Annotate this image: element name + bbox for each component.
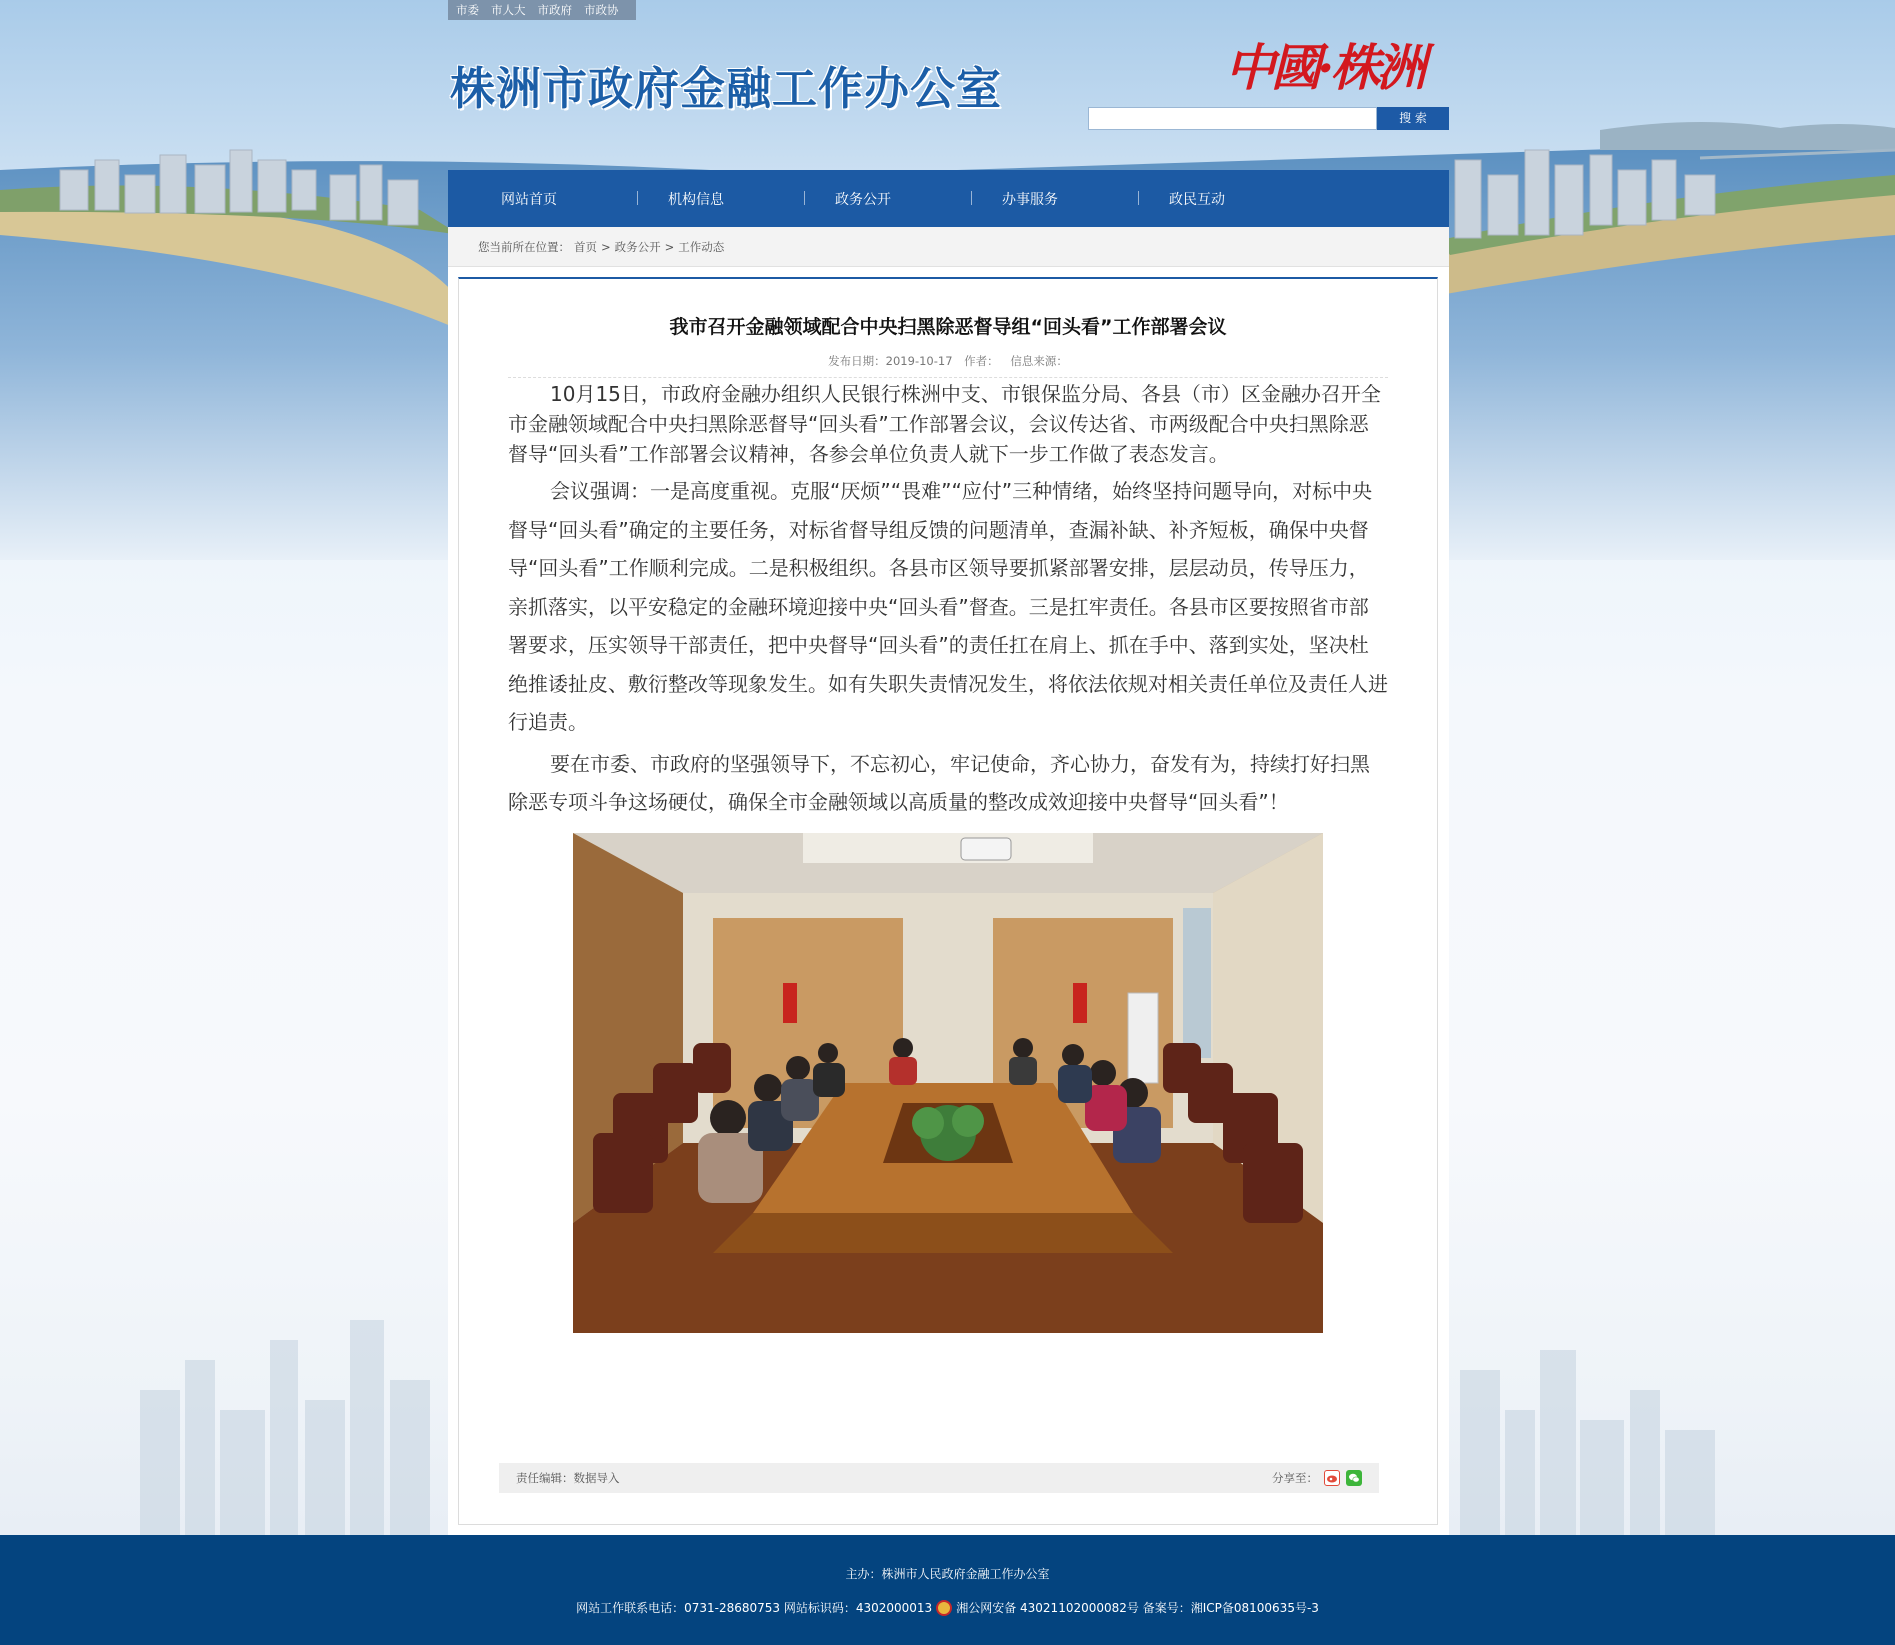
article-paragraph: 要在市委、市政府的坚强领导下，不忘初心，牢记使命，齐心协力，奋发有为，持续打好扫黑除恶专项斗争这场硬仗，确保全市金融领域以高质量的整改成效迎接中央督导“回头看”！	[508, 751, 1370, 814]
search-input[interactable]	[1088, 107, 1377, 130]
footer-police-record[interactable]: 湘公网安备 43021102000082号 备案号：湘ICP备08100635号-3	[956, 1601, 1319, 1615]
main-nav	[448, 170, 1449, 227]
breadcrumb-work-news[interactable]: 工作动态	[678, 239, 725, 254]
toplink-shizhengxie[interactable]: 市政协	[584, 3, 619, 17]
site-title[interactable]: 株洲市政府金融工作办公室	[450, 62, 1003, 115]
breadcrumb-home[interactable]: 首页	[574, 239, 597, 254]
toplink-shiwei[interactable]: 市委	[456, 3, 479, 17]
nav-home[interactable]: 网站首页	[471, 189, 638, 209]
article-title: 我市召开金融领域配合中央扫黑除恶督导组“回头看”工作部署会议	[669, 316, 1227, 338]
nav-interaction[interactable]: 政民互动	[1169, 191, 1225, 208]
article-panel	[458, 277, 1438, 1525]
article-paragraph: 10月15日，市政府金融办组织人民银行株洲中支、市银保监分局、各县（市）区金融办召开全市金融领域配合中央扫黑除恶督导“回头看”工作部署会议，会议传达省、市两级配合中央扫黑除恶督导“回头看”工作部署会议精神，各参会单位负责人就下一步工作做了表态发言。	[508, 382, 1381, 466]
date-label: 发布日期：2019-10-17	[828, 354, 953, 368]
nav-services[interactable]: 办事服务	[972, 189, 1139, 209]
source-label: 信息来源：	[1010, 354, 1068, 368]
author-label: 作者：	[964, 354, 999, 368]
wechat-share-icon[interactable]	[1346, 1470, 1362, 1486]
article-meta	[459, 353, 1437, 369]
footer-contact: 网站工作联系电话：0731-28680753 网站标识码：4302000013	[576, 1601, 933, 1615]
search-button[interactable]: 搜 索	[1377, 107, 1449, 130]
editor-label: 责任编辑：	[516, 1471, 574, 1485]
breadcrumb	[448, 227, 1449, 267]
meta-divider	[508, 377, 1388, 378]
police-badge-icon	[936, 1600, 952, 1616]
top-links-bar	[448, 0, 636, 20]
toplink-shirenda[interactable]: 市人大	[491, 3, 526, 17]
toplink-shizhengfu[interactable]: 市政府	[537, 3, 572, 17]
breadcrumb-gov-affairs[interactable]: 政务公开	[614, 239, 661, 254]
article-footer-bar	[499, 1463, 1379, 1493]
breadcrumb-prefix: 您当前所在位置：	[478, 239, 570, 254]
editor-name: 数据导入	[573, 1471, 620, 1485]
nav-organization[interactable]: 机构信息	[638, 189, 805, 209]
site-footer	[0, 1535, 1895, 1645]
article-body	[508, 379, 1388, 822]
footer-info	[0, 1599, 1895, 1616]
share-area	[1272, 1470, 1362, 1486]
weibo-share-icon[interactable]	[1324, 1470, 1340, 1486]
meeting-photo	[573, 833, 1323, 1333]
editor-info	[516, 1470, 620, 1486]
article-paragraph: 会议强调：一是高度重视。克服“厌烦”“畏难”“应付”三种情绪，始终坚持问题导向，对标中央督导“回头看”确定的主要任务，对标省督导组反馈的问题清单，查漏补缺、补齐短板，确保中央督导“回头看”工作顺利完成。二是积极组织。各县市区领导要抓紧部署安排，层层动员，传导压力，亲抓落实，以平安稳定的金融环境迎接中央“回头看”督查。三是扛牢责任。各县市区要按照省市部署要求，压实领导干部责任，把中央督导“回头看”的责任扛在肩上、抓在手中、落到实处，坚决杜绝推诿扯皮、敷衍整改等现象发生。如有失职失责情况发生，将依法依规对相关责任单位及责任人进行追责。	[508, 479, 1388, 734]
breadcrumb-separator: >	[664, 239, 675, 254]
nav-gov-affairs[interactable]: 政务公开	[805, 189, 972, 209]
main-container	[448, 170, 1449, 1535]
publish-date: 2019-10-17	[885, 354, 953, 368]
share-label: 分享至：	[1272, 1471, 1318, 1485]
footer-sponsor: 主办：株洲市人民政府金融工作办公室	[845, 1567, 1050, 1581]
zhuzhou-logo: 中國·株洲	[1225, 38, 1423, 97]
breadcrumb-separator: >	[601, 239, 611, 254]
